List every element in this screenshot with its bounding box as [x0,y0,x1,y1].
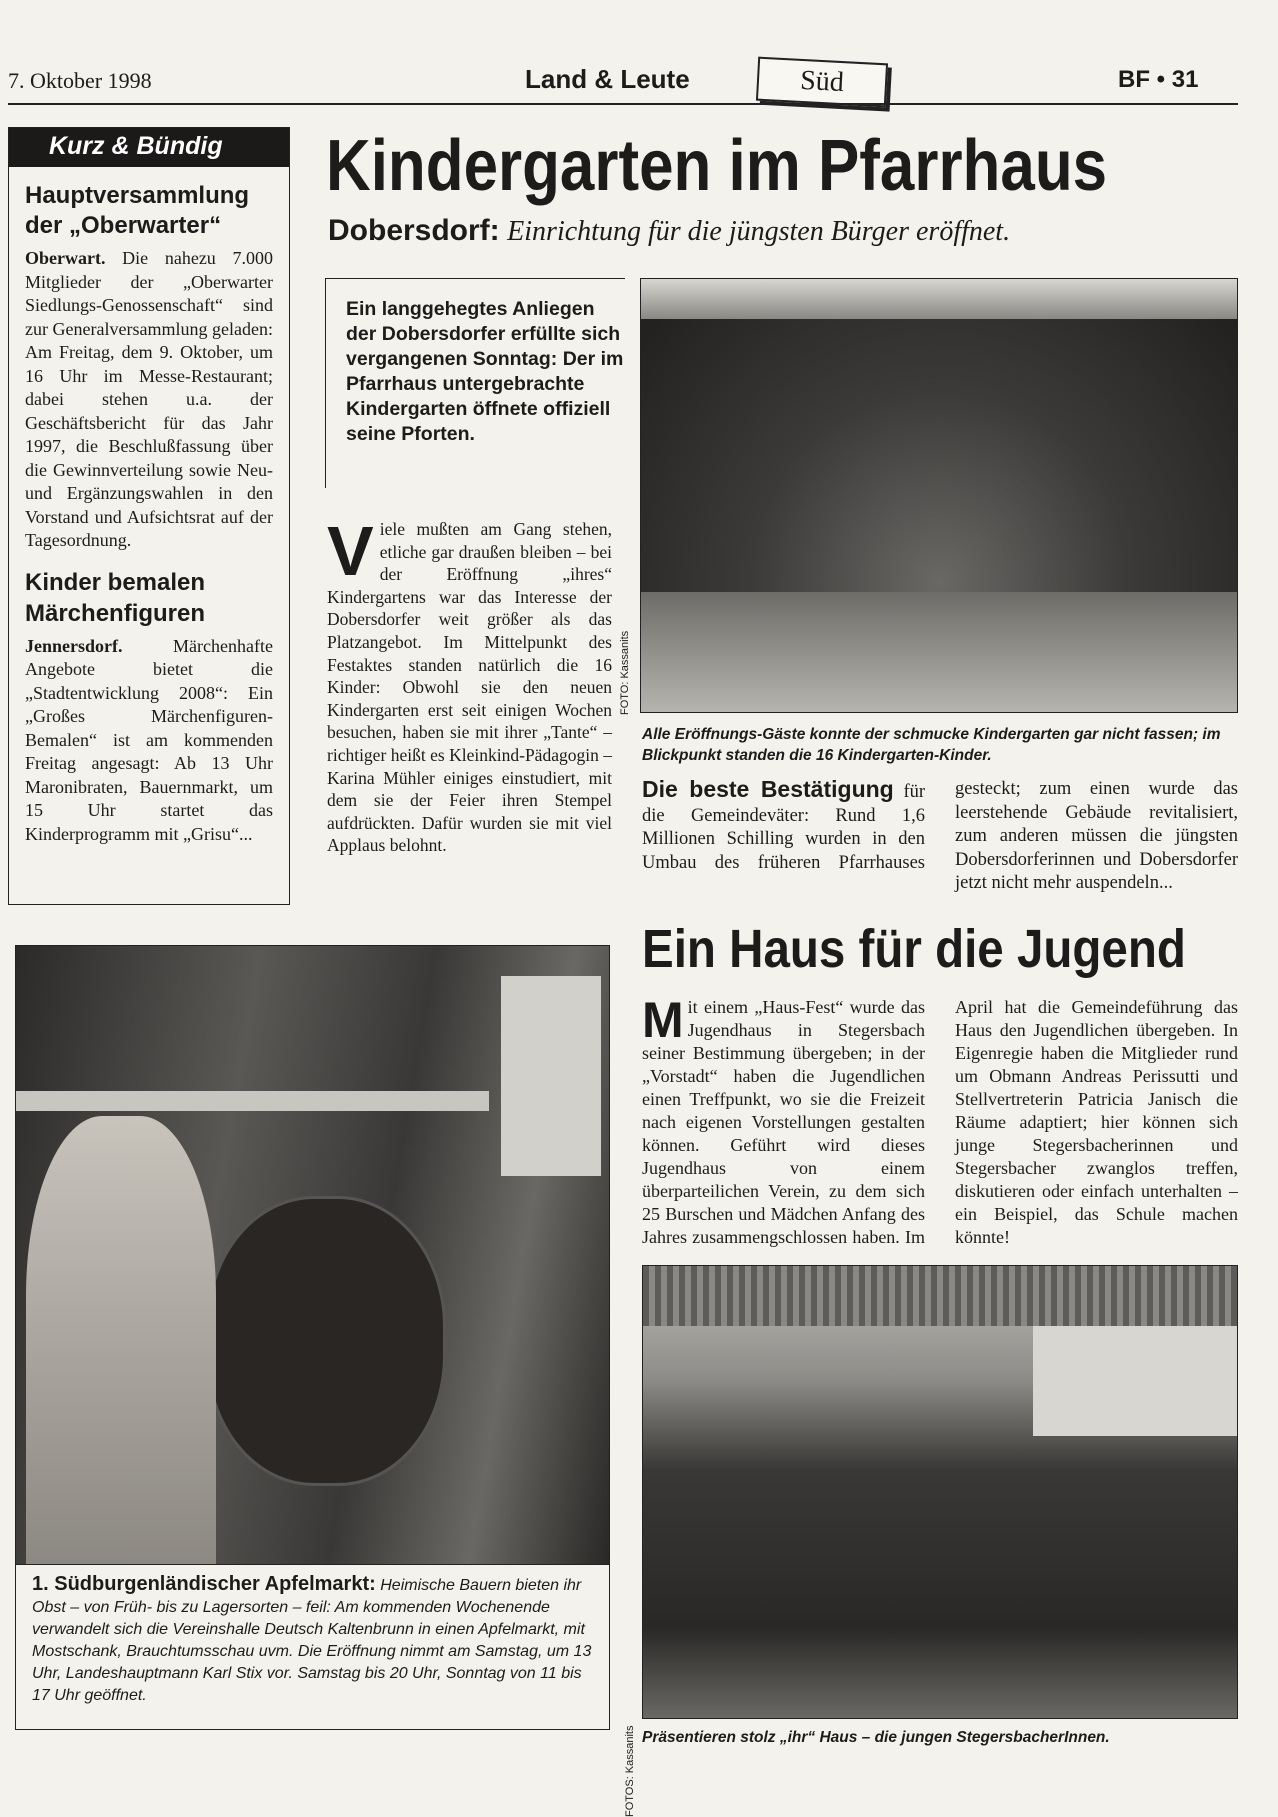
article-headline: Kindergarten im Pfarrhaus [326,124,1107,208]
lead-text: Ein langgehegtes Anliegen der Dobersdorfer erfüllte sich vergangenen Sonntag: Der im Pfarrhaus untergebrachte Kindergarten öffnete offiziell seine Pforten. [346,297,625,447]
issue-date: 7. Oktober 1998 [8,68,152,94]
sidebar-headline: Hauptversammlung der „Oberwarter“ [25,181,273,241]
body-text: iele mußten am Gang stehen, etliche gar draußen bleiben – bei der Eröffnung „ihres“ Kindergartens war das Interesse der Dobersdorfer weit größer als das Platzangebot. Im Mittelpunkt des Festaktes standen natürlich die 16 Kinder: Obwohl sie den neuen Kindergarten erst seit einigen Wochen besuchen, haben sie mit ihrer „Tante“ – richtiger heißt es Kleinkind-Pädagogin – Karina Mühler einiges einstudiert, mit dem sie der Feier ihren Stempel aufdrückten. Dafür wurden sie mit viel Applaus belohnt. [327,519,612,855]
dateline: Oberwart. [25,248,105,268]
sub-body: für die Gemeindeväter: Rund 1,6 Millionen Schilling wurden in den Umbau des früheren Pfarrhauses gesteckt; zum einen wurde das leerstehende Gebäude revitalisiert, zum anderen müssen die jüngsten Dobersdorferinnen und Dobersdorfer jetzt nicht mehr auspendeln... [642,779,1238,893]
photo-caption: Präsentieren stolz „ihr“ Haus – die jungen StegersbacherInnen. [642,1727,1238,1748]
youth-house-group-photo [642,1265,1238,1720]
kindergarten-opening-photo [640,278,1238,713]
caption-lead: 1. Südburgenländischer Apfelmarkt: [32,1573,376,1595]
header-rule [8,103,1238,105]
lead-box [325,278,625,488]
subhead-text: Einrichtung für die jüngsten Bürger eröffnet. [507,216,1010,247]
sub-lead: Die beste Bestätigung [642,776,894,802]
section-title: Land & Leute [525,64,690,95]
body-text: it einem „Haus-Fest“ wurde das Jugendhaus in Stegersbach seiner Bestimmung übergeben; in der „Vorstadt“ haben die Jugendlichen einen Treffpunkt, wo sie die Freizeit nach eigenen Vorstellungen gestalten können. Geführt wird dieses Jugendhaus von einem überparteilichen Verein, zu dem sich 25 Burschen und Mädchen Anfang des Jahres zusammengschlossen haben. Im April hat die Gemeindeführung das Haus den Jugendlichen übergeben. In Eigenregie haben die Mitglieder rund um Obmann Andreas Perissutti und Stellvertreterin Patricia Janisch die Räume adaptiert; hier können sich junge Stegersbacherinnen und Stegersbacher zwanglos treffen, diskutieren oder einfach unterhalten – ein Beispiel, das Schule machen könnte! [642,997,1238,1247]
article-subhead [328,214,1010,248]
sidebar-body: Märchenhafte Angebote bietet die „Stadtentwicklung 2008“: Ein „Großes Märchenfiguren-Bemalen“ ist am kommenden Freitag angesagt: Ab 13 Uhr Maronibraten, Bauernmarkt, um 15 Uhr startet das Kinderprogramm mit „Grisu“... [25,636,273,844]
dateline: Jennersdorf. [25,636,123,656]
sidebar-body: Die nahezu 7.000 Mitglieder der „Oberwarter Siedlungs-Genossenschaft“ sind zur Generalversammlung geladen: Am Freitag, dem 9. Oktober, um 16 Uhr im Messe-Restaurant; dabei stehen u.a. der Geschäftsbericht für das Jahr 1997, die Beschlußfassung über die Gewinnverteilung sowie Neu- und Ergänzungswahlen in den Vorstand und Aufsichtsrat auf der Tagesordnung. [25,248,273,550]
photo-credit: FOTO: Kassanits [619,631,631,715]
right-column [642,724,1238,1748]
caption-body: Heimische Bauern bieten ihr Obst – von Früh- bis zu Lagersorten – feil: Am kommenden Wochenende verwandelt sich die Vereinshalle Deutsch Kaltenbrunn in einen Apfelmarkt, mit Mostschank, Brauchtumsschau uvm. Die Eröffnung nimmt am Samstag, um 13 Uhr, Landeshauptmann Karl Stix vor. Samstag bis 20 Uhr, Sonntag von 11 bis 17 Uhr geöffnet. [32,1577,591,1704]
apple-market-photo [15,945,610,1565]
photo-caption: Alle Eröffnungs-Gäste konnte der schmucke Kindergarten gar nicht fassen; im Blickpunkt standen die 16 Kindergarten-Kinder. [642,724,1238,766]
dropcap: M [642,998,684,1042]
apple-market-caption-box [15,1565,610,1730]
sidebar-title: Kurz & Bündig [9,128,289,167]
dropcap: V [327,520,374,582]
article-continuation [642,778,1238,896]
region-tag: Süd [756,57,888,108]
kurz-buendig-box [8,127,290,905]
photo-credit: FOTOS: Kassanits [624,1726,636,1817]
kicker: Dobersdorf: [328,214,500,247]
article-body [642,996,1238,1249]
article-body [327,518,612,857]
article-headline: Ein Haus für die Jugend [642,918,1166,980]
page-number: BF • 31 [1118,66,1198,94]
sidebar-headline: Kinder bemalen Märchenfiguren [25,567,273,629]
